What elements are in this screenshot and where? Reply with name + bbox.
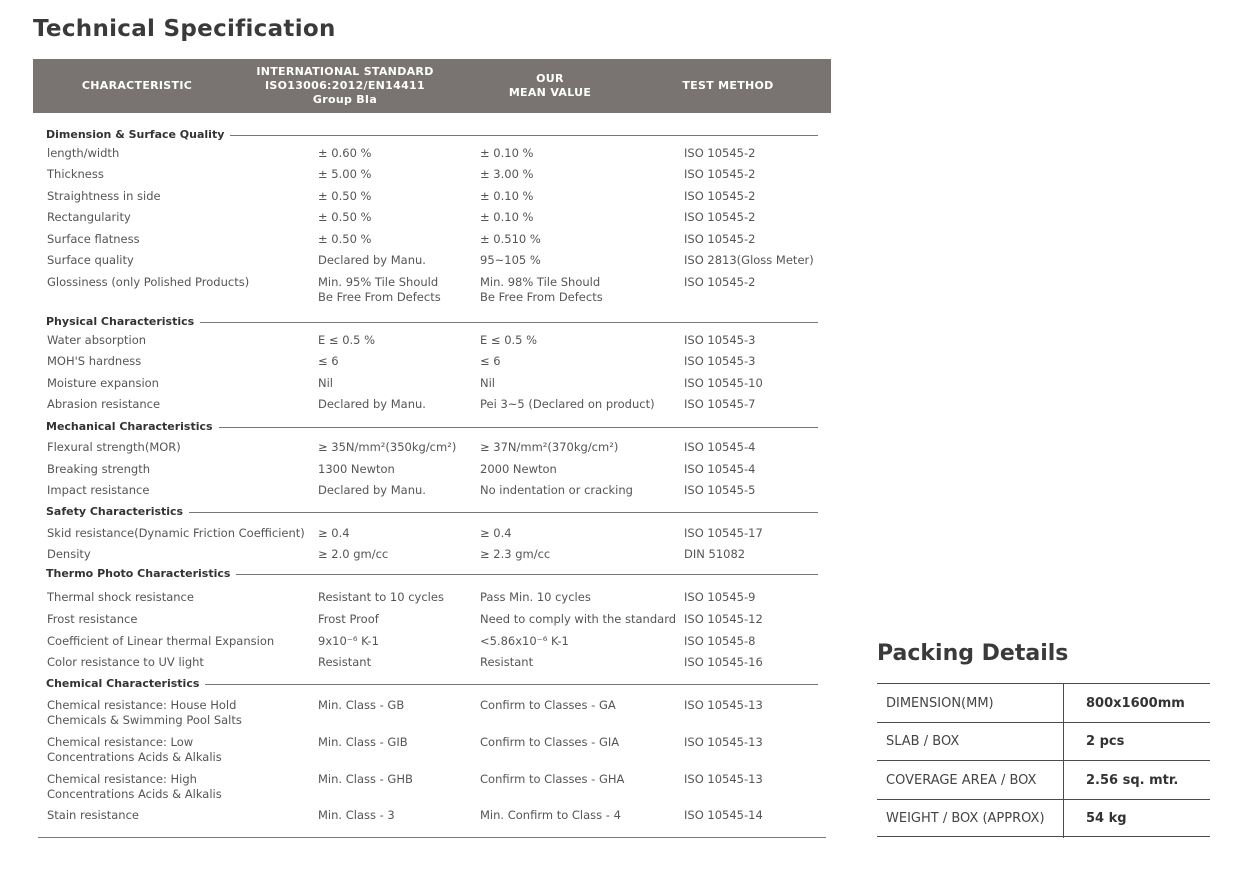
header-characteristic: CHARACTERISTIC (81, 79, 193, 92)
mean-value-cell: ± 3.00 % (480, 167, 534, 181)
section-title: Chemical Characteristics (46, 677, 205, 691)
test-method-cell: ISO 10545-3 (684, 354, 756, 368)
standard-cell: ≤ 6 (318, 354, 339, 368)
mean-value-cell: Need to comply with the standard (480, 612, 677, 626)
mean-value-cell: <5.86x10⁻⁶ K-1 (480, 634, 569, 648)
mean-value-cell: No indentation or cracking (480, 483, 633, 497)
characteristic-cell: Glossiness (only Polished Products) (47, 275, 250, 289)
characteristic-cell: Surface quality (47, 253, 134, 267)
mean-value-cell: Confirm to Classes - GA (480, 698, 616, 712)
standard-cell: Declared by Manu. (318, 253, 426, 267)
test-method-cell: ISO 10545-2 (684, 275, 756, 289)
standard-cell: Resistant (318, 655, 372, 669)
test-method-cell: ISO 10545-2 (684, 232, 756, 246)
standard-cell: Frost Proof (318, 612, 379, 626)
standard-cell: Min. 95% Tile Should Be Free From Defects (318, 275, 441, 304)
packing-title: Packing Details (877, 641, 1069, 666)
mean-value-cell: ± 0.10 % (480, 210, 534, 224)
test-method-cell: ISO 10545-9 (684, 590, 756, 604)
section-title: Dimension & Surface Quality (46, 128, 230, 142)
test-method-cell: ISO 10545-7 (684, 397, 756, 411)
mean-value-cell: ± 0.510 % (480, 232, 541, 246)
section-header (46, 420, 818, 434)
packing-label: SLAB / BOX (886, 734, 960, 749)
test-method-cell: ISO 10545-14 (684, 808, 763, 822)
mean-value-cell: 95~105 % (480, 253, 541, 267)
characteristic-cell: Water absorption (47, 333, 147, 347)
mean-value-cell: E ≤ 0.5 % (480, 333, 538, 347)
standard-cell: ≥ 2.0 gm/cc (318, 547, 389, 561)
packing-divider (1063, 723, 1064, 761)
test-method-cell: ISO 10545-4 (684, 440, 756, 454)
test-method-cell: ISO 10545-5 (684, 483, 756, 497)
characteristic-cell: Skid resistance(Dynamic Friction Coefficient) (47, 526, 305, 540)
standard-cell: Min. Class - GB (318, 698, 405, 712)
packing-value: 2 pcs (1086, 734, 1125, 749)
header-test-method: TEST METHOD (682, 79, 774, 92)
section-header (46, 505, 818, 519)
standard-cell: Min. Class - GHB (318, 772, 413, 786)
table-bottom-rule (38, 837, 826, 838)
packing-divider (1063, 761, 1064, 799)
mean-value-cell: ≥ 2.3 gm/cc (480, 547, 551, 561)
mean-value-cell: Nil (480, 376, 495, 390)
characteristic-cell: Surface flatness (47, 232, 140, 246)
mean-value-cell: ± 0.10 % (480, 146, 534, 160)
test-method-cell: ISO 10545-3 (684, 333, 756, 347)
section-title: Mechanical Characteristics (46, 420, 219, 434)
mean-value-cell: Min. 98% Tile Should Be Free From Defects (480, 275, 603, 304)
mean-value-cell: 2000 Newton (480, 462, 557, 476)
test-method-cell: ISO 10545-2 (684, 146, 756, 160)
standard-cell: ± 0.50 % (318, 210, 372, 224)
characteristic-cell: Stain resistance (47, 808, 139, 822)
page-title: Technical Specification (33, 16, 336, 42)
test-method-cell: DIN 51082 (684, 547, 746, 561)
packing-value: 54 kg (1086, 811, 1127, 826)
characteristic-cell: Moisture expansion (47, 376, 159, 390)
characteristic-cell: Density (47, 547, 91, 561)
test-method-cell: ISO 10545-13 (684, 698, 763, 712)
packing-value: 2.56 sq. mtr. (1086, 772, 1179, 788)
packing-value: 800x1600mm (1086, 695, 1185, 711)
test-method-cell: ISO 10545-2 (684, 189, 756, 203)
characteristic-cell: Straightness in side (47, 189, 161, 203)
standard-cell: ± 0.60 % (318, 146, 372, 160)
standard-cell: ≥ 0.4 (318, 526, 350, 540)
mean-value-cell: Min. Confirm to Class - 4 (480, 808, 621, 822)
section-header (46, 128, 818, 142)
test-method-cell: ISO 10545-4 (684, 462, 756, 476)
mean-value-cell: Resistant (480, 655, 534, 669)
standard-cell: Min. Class - GIB (318, 735, 408, 749)
packing-divider (1063, 800, 1064, 838)
section-title: Safety Characteristics (46, 505, 189, 519)
mean-value-cell: Pass Min. 10 cycles (480, 590, 591, 604)
characteristic-cell: Breaking strength (47, 462, 151, 476)
test-method-cell: ISO 2813(Gloss Meter) (684, 253, 814, 267)
characteristic-cell: Chemical resistance: Low Concentrations Acids & Alkalis (47, 735, 222, 764)
packing-row (877, 799, 1210, 838)
standard-cell: 1300 Newton (318, 462, 395, 476)
mean-value-cell: Confirm to Classes - GHA (480, 772, 625, 786)
characteristic-cell: Thickness (47, 167, 104, 181)
standard-cell: Resistant to 10 cycles (318, 590, 444, 604)
test-method-cell: ISO 10545-12 (684, 612, 763, 626)
standard-cell: Nil (318, 376, 333, 390)
packing-divider (1063, 684, 1064, 722)
characteristic-cell: Color resistance to UV light (47, 655, 204, 669)
test-method-cell: ISO 10545-16 (684, 655, 763, 669)
characteristic-cell: Rectangularity (47, 210, 131, 224)
test-method-cell: ISO 10545-10 (684, 376, 763, 390)
test-method-cell: ISO 10545-13 (684, 772, 763, 786)
standard-cell: ± 0.50 % (318, 189, 372, 203)
characteristic-cell: Chemical resistance: High Concentrations Acids & Alkalis (47, 772, 222, 801)
standard-cell: Min. Class - 3 (318, 808, 395, 822)
packing-row (877, 683, 1210, 722)
section-header (46, 567, 818, 581)
standard-cell: Declared by Manu. (318, 397, 426, 411)
packing-row (877, 722, 1210, 761)
characteristic-cell: Chemical resistance: House Hold Chemicals & Swimming Pool Salts (47, 698, 242, 727)
test-method-cell: ISO 10545-8 (684, 634, 756, 648)
test-method-cell: ISO 10545-2 (684, 167, 756, 181)
characteristic-cell: Frost resistance (47, 612, 138, 626)
standard-cell: ± 0.50 % (318, 232, 372, 246)
packing-label: DIMENSION(MM) (886, 695, 994, 711)
characteristic-cell: Thermal shock resistance (47, 590, 194, 604)
packing-table (877, 683, 1210, 837)
characteristic-cell: Abrasion resistance (47, 397, 161, 411)
section-title: Physical Characteristics (46, 315, 200, 329)
test-method-cell: ISO 10545-17 (684, 526, 763, 540)
characteristic-cell: length/width (47, 146, 120, 160)
characteristic-cell: Flexural strength(MOR) (47, 440, 181, 454)
mean-value-cell: ≤ 6 (480, 354, 501, 368)
section-header (46, 677, 818, 691)
mean-value-cell: ≥ 0.4 (480, 526, 512, 540)
test-method-cell: ISO 10545-2 (684, 210, 756, 224)
test-method-cell: ISO 10545-13 (684, 735, 763, 749)
standard-cell: Declared by Manu. (318, 483, 426, 497)
characteristic-cell: MOH'S hardness (47, 354, 142, 368)
header-mean-value: OUR MEAN VALUE (508, 72, 592, 99)
standard-cell: ≥ 35N/mm²(350kg/cm²) (318, 440, 457, 454)
packing-label: WEIGHT / BOX (APPROX) (886, 811, 1045, 826)
section-header (46, 315, 818, 329)
mean-value-cell: Confirm to Classes - GIA (480, 735, 620, 749)
mean-value-cell: Pei 3~5 (Declared on product) (480, 397, 655, 411)
characteristic-cell: Coefficient of Linear thermal Expansion (47, 634, 275, 648)
standard-cell: E ≤ 0.5 % (318, 333, 376, 347)
mean-value-cell: ≥ 37N/mm²(370kg/cm²) (480, 440, 619, 454)
packing-row (877, 760, 1210, 799)
section-title: Thermo Photo Characteristics (46, 567, 236, 581)
standard-cell: ± 5.00 % (318, 167, 372, 181)
packing-label: COVERAGE AREA / BOX (886, 772, 1037, 788)
standard-cell: 9x10⁻⁶ K-1 (318, 634, 379, 648)
header-international-standard: INTERNATIONAL STANDARD ISO13006:2012/EN14411 Group BIa (256, 65, 434, 106)
characteristic-cell: Impact resistance (47, 483, 150, 497)
mean-value-cell: ± 0.10 % (480, 189, 534, 203)
